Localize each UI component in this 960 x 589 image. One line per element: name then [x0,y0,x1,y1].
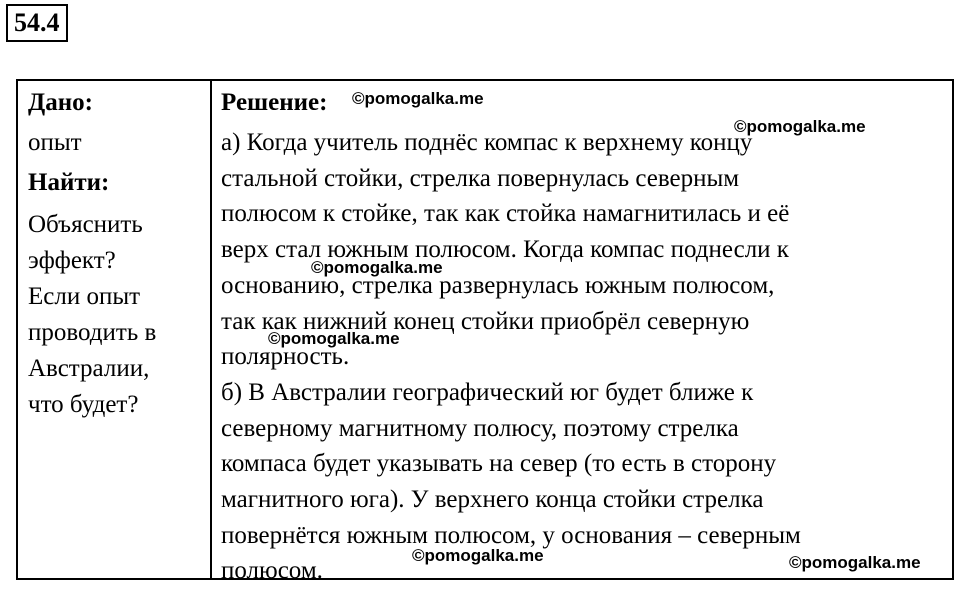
solution-line: стальной стойки, стрелка повернулась северным [221,164,740,192]
watermark: ©pomogalka.me [789,553,921,572]
solution-line: а) Когда учитель поднёс компас к верхнему концу [221,129,753,156]
solution-label: Решение: [221,89,328,116]
find-text [28,207,203,423]
watermark: ©pomogalka.me [734,117,866,136]
solution-line: магнитного юга). У верхнего конца стойки стрелка [221,486,764,514]
solution-line: полярность. [221,343,350,371]
column-divider [210,81,212,578]
given-column [28,85,203,423]
solution-line: основанию, стрелка развернулась южным полюсом, [221,271,775,299]
find-line: Объяснить [28,211,143,238]
solution-table [16,79,954,585]
solution-line: так как нижний конец стойки приобрёл северную [221,307,750,335]
find-line: эффект? [28,247,116,274]
solution-line: компаса будет указывать на север (то есть в сторону [221,450,777,478]
given-label: Дано: [28,89,93,116]
solution-line: верх стал южным полюсом. Когда компас поднесли к [221,236,789,264]
watermark: ©pomogalka.me [311,258,443,277]
watermark: ©pomogalka.me [412,546,544,565]
solution-line: полюсом. [221,557,323,585]
solution-line: повернётся южным полюсом, у основания – северным [221,521,801,549]
solution-line: б) В Австралии географический юг будет ближе к [221,378,754,406]
task-number: 54.4 [6,4,68,42]
given-value: опыт [28,129,82,156]
find-line: Если опыт [28,283,141,310]
solution-text [221,125,946,589]
watermark: ©pomogalka.me [268,329,400,348]
find-line: Австралии, [28,355,150,382]
find-label: Найти: [28,169,110,196]
solution-line: северному магнитному полюсу, поэтому стрелка [221,414,739,442]
find-line: проводить в [28,319,157,346]
find-line: что будет? [28,391,139,418]
watermark: ©pomogalka.me [352,89,484,108]
solution-line: полюсом к стойке, так как стойка намагнитилась и её [221,200,790,228]
